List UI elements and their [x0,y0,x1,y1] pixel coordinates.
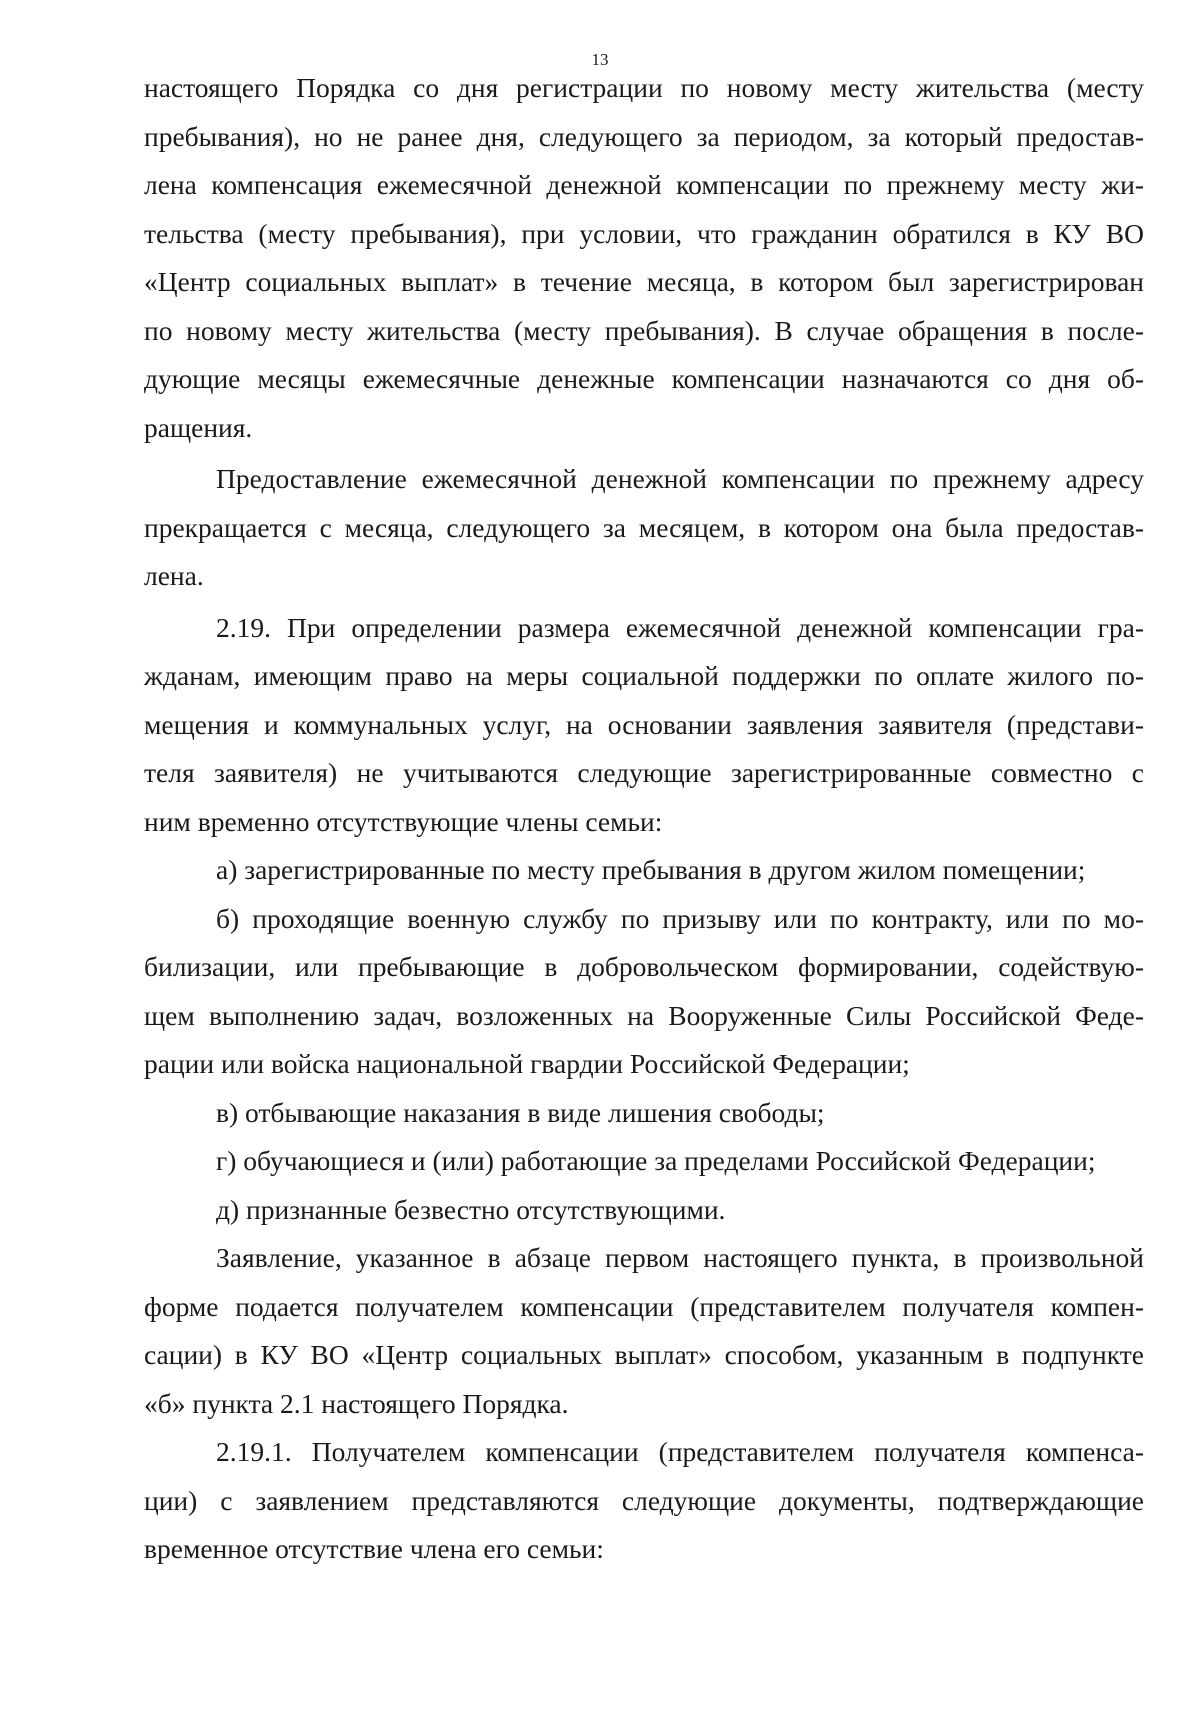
text-line: б) проходящие военную службу по призыву или по контракту, или по мо- [216,902,1144,934]
text-line: ращения. [144,411,253,443]
text-line: билизации, или пребывающие в добровольческом формировании, содействую- [144,951,1144,982]
text-line: ним временно отсутствующие члены семьи: [144,805,663,837]
text-line: лена. [144,560,204,591]
text-line: по новому месту жительства (месту пребывания). В случае обращения в после- [144,314,1144,346]
text-line: «Центр социальных выплат» в течение месяца, в котором был зарегистрирован [144,266,1144,297]
text-line: а) зарегистрированные по месту пребывания в другом жилом помещении; [216,854,1086,885]
text-line: Предоставление ежемесячной денежной компенсации по прежнему адресу [216,463,1144,494]
text-line: 2.19. При определении размера ежемесячной денежной компенсации гра- [216,611,1144,643]
text-line: д) признанные безвестно отсутствующими. [216,1193,726,1225]
text-line: сации) в КУ ВО «Центр социальных выплат» способом, указанным в подпункте [144,1339,1144,1370]
text-line: прекращается с месяца, следующего за месяцем, в котором она была предостав- [144,511,1144,543]
text-line: щем выполнению задач, возложенных на Вооруженные Силы Российской Феде- [144,999,1144,1031]
text-line: жданам, имеющим право на меры социальной поддержки по оплате жилого по- [144,660,1144,691]
text-line: мещения и коммунальных услуг, на основании заявления заявителя (представи- [144,708,1144,740]
text-line: в) отбывающие наказания в виде лишения свободы; [216,1096,825,1128]
text-line: настоящего Порядка со дня регистрации по новому месту жительства (месту [144,72,1144,103]
text-line: теля заявителя) не учитываются следующие зарегистрированные совместно с [144,757,1144,788]
text-line: тельства (месту пребывания), при условии, что гражданин обратился в КУ ВО [144,217,1144,249]
text-line: 2.19.1. Получателем компенсации (представителем получателя компенса- [216,1436,1144,1467]
text-line: дующие месяцы ежемесячные денежные компенсации назначаются со дня об- [144,363,1144,394]
document-body [144,64,1144,1574]
text-line: временное отсутствие члена его семьи: [144,1533,604,1564]
text-line: рации или войска национальной гвардии Российской Федерации; [144,1048,910,1079]
text-line: г) обучающиеся и (или) работающие за пределами Российской Федерации; [216,1145,1096,1176]
page-number: 13 [591,50,609,69]
text-line: лена компенсация ежемесячной денежной компенсации по прежнему месту жи- [144,169,1144,200]
text-line: ции) с заявлением представляются следующие документы, подтверждающие [144,1484,1144,1516]
text-line: форме подается получателем компенсации (представителем получателя компен- [144,1290,1144,1322]
text-line: Заявление, указанное в абзаце первом настоящего пункта, в произвольной [216,1242,1144,1273]
text-line: пребывания), но не ранее дня, следующего за периодом, за который предостав- [144,120,1144,152]
text-line: «б» пункта 2.1 настоящего Порядка. [144,1387,569,1419]
